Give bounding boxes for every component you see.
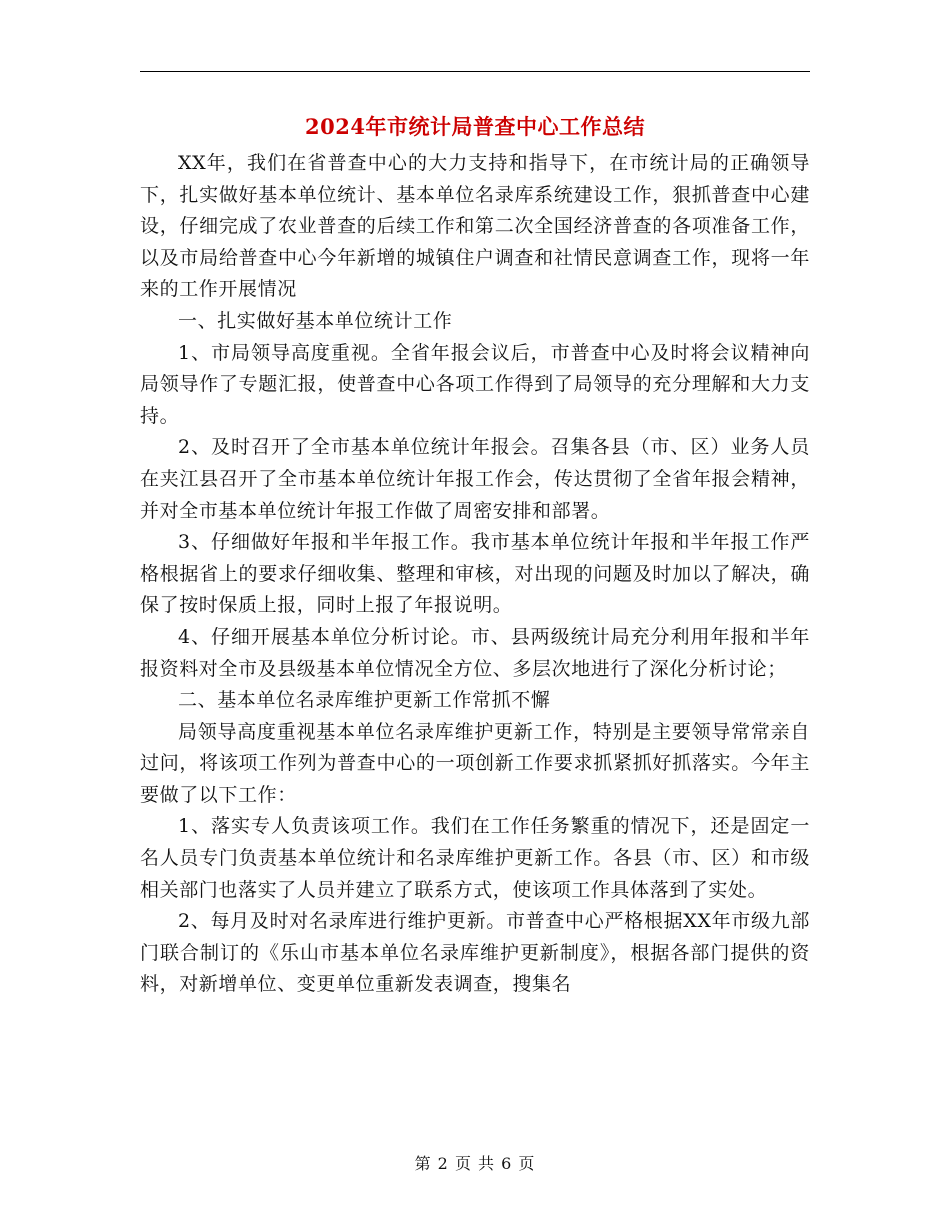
document-title: 2024年市统计局普查中心工作总结 (305, 114, 645, 139)
section-heading-1: 一、扎实做好基本单位统计工作 (178, 309, 453, 332)
paragraph-2-1: 1、落实专人负责该项工作。我们在工作任务繁重的情况下，还是固定一名人员专门负责基本单位统计和名录库维护更新工作。各县（市、区）和市级相关部门也落实了人员并建立了联系方式，使该项工作具体落到了实处。 (140, 815, 810, 901)
paragraph-1-4: 4、仔细开展基本单位分析讨论。市、县两级统计局充分利用年报和半年报资料对全市及县级基本单位情况全方位、多层次地进行了深化分析讨论； (140, 625, 810, 680)
paragraph-1-1: 1、市局领导高度重视。全省年报会议后，市普查中心及时将会议精神向局领导作了专题汇报，使普查中心各项工作得到了局领导的充分理解和大力支持。 (140, 341, 810, 427)
document-body (140, 148, 810, 1001)
paragraph-1-3: 3、仔细做好年报和半年报工作。我市基本单位统计年报和半年报工作严格根据省上的要求仔细收集、整理和审核，对出现的问题及时加以了解决，确保了按时保质上报，同时上报了年报说明。 (140, 531, 810, 617)
paragraph-1-2: 2、及时召开了全市基本单位统计年报会。召集各县（市、区）业务人员在夹江县召开了全市基本单位统计年报工作会，传达贯彻了全省年报会精神，并对全市基本单位统计年报工作做了周密安排和部署。 (140, 436, 810, 522)
paragraph-intro: XX年，我们在省普查中心的大力支持和指导下，在市统计局的正确领导下，扎实做好基本单位统计、基本单位名录库系统建设工作，狠抓普查中心建设，仔细完成了农业普查的后续工作和第二次全国经济普查的各项准备工作，以及市局给普查中心今年新增的城镇住户调查和社情民意调查工作，现将一年来的工作开展情况 (140, 152, 810, 301)
header-rule (140, 71, 810, 72)
paragraph-2-2: 2、每月及时对名录库进行维护更新。市普查中心严格根据XX年市级九部门联合制订的《乐山市基本单位名录库维护更新制度》，根据各部门提供的资料，对新增单位、变更单位重新发表调查，搜集名 (140, 910, 810, 996)
section-heading-2: 二、基本单位名录库维护更新工作常抓不懈 (178, 689, 551, 712)
paragraph-2-intro: 局领导高度重视基本单位名录库维护更新工作，特别是主要领导常常亲自过问，将该项工作列为普查中心的一项创新工作要求抓紧抓好抓落实。今年主要做了以下工作： (140, 720, 810, 806)
page-number: 第 2 页 共 6 页 (414, 1154, 536, 1173)
